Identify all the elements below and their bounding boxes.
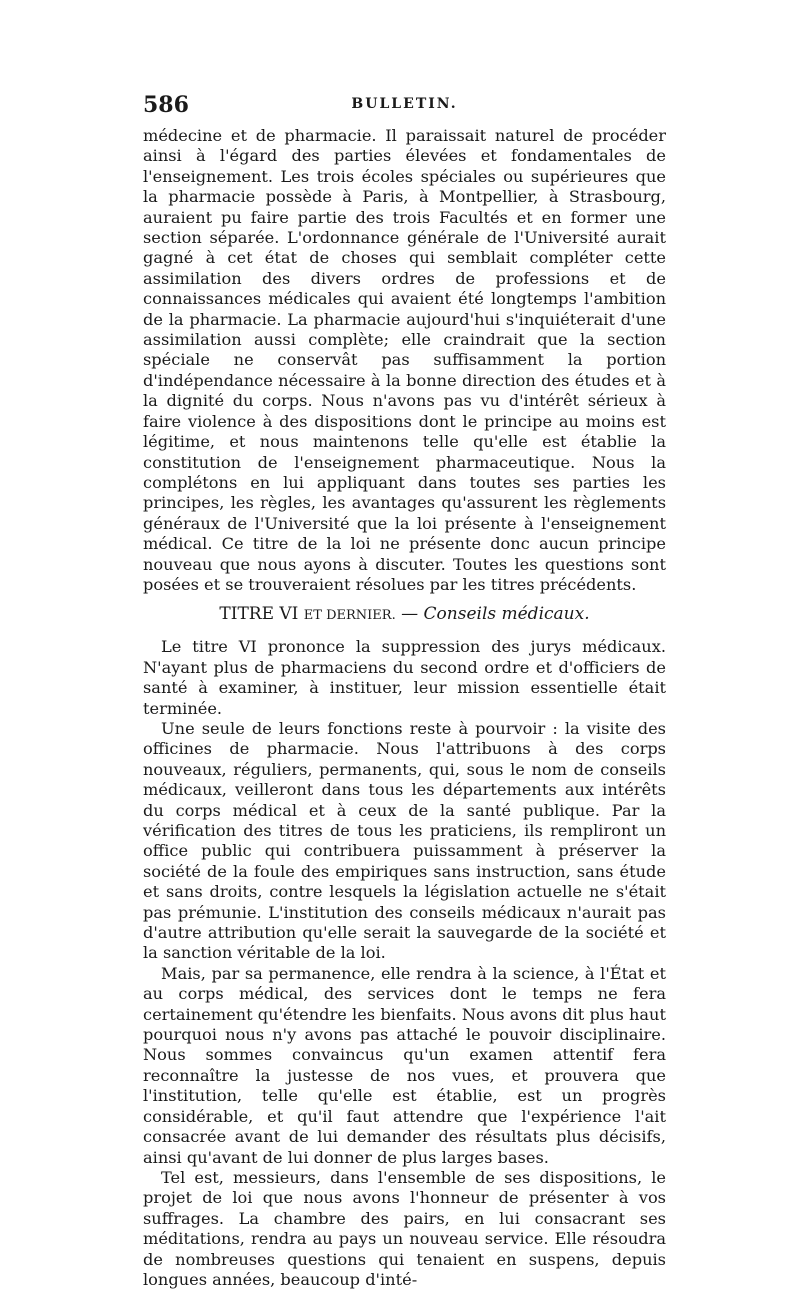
section-title-qualifier: ET DERNIER. (303, 608, 396, 624)
section-title (143, 603, 666, 627)
paragraph: Une seule de leurs fonctions reste à pourvoir : la visite des officines de pharmacie. Nous l'attribuons à des corps nouveaux, réguliers, permanents, qui, sous le nom de conseils médicaux, veilleront dans tous les départements aux intérêts du corps médical et à ceux de la santé publique. Par la vérification des titres de tous les praticiens, ils rempliront un office public qui contribuera puissamment à préserver la société de la foule des empiriques sans instruction, sans étude et sans droits, contre lesquels la législation actuelle ne s'était pas prémunie. L'institution des conseils médicaux n'aurait pas d'autre attribution qu'elle serait la sauvegarde de la société et la sanction véritable de la loi. (143, 718, 666, 963)
paragraph: Tel est, messieurs, dans l'ensemble de ses dispositions, le projet de loi que nous avons l'honneur de présenter à vos suffrages. La chambre des pairs, en lui consacrant ses méditations, rendra au pays un nouveau service. Elle résoudra de nombreuses questions qui tenaient en suspens, depuis longues années, beaucoup d'inté- (143, 1167, 666, 1289)
section-title-number: TITRE VI (219, 604, 299, 625)
section-title-subject: — Conseils médicaux. (395, 604, 590, 625)
paragraph: médecine et de pharmacie. Il paraissait naturel de procéder ainsi à l'égard des parties élevées et fondamentales de l'enseignement. Les trois écoles spéciales ou supérieures que la pharmacie possède à Paris, à Montpellier, à Strasbourg, auraient pu faire partie des trois Facultés et en former une section séparée. L'ordonnance générale de l'Université aurait gagné à cet état de choses qui semblait compléter cette assimilation des divers ordres de professions et de connaissances médicales qui avaient été longtemps l'ambition de la pharmacie. La pharmacie aujourd'hui s'inquiéterait d'une assimilation aussi complète; elle craindrait que la section spéciale ne conservât pas suffisamment la portion d'indépendance nécessaire à la bonne direction des études et à la dignité du corps. Nous n'avons pas vu d'intérêt sérieux à faire violence à des dispositions dont le principe au moins est légitime, et nous maintenons telle qu'elle est établie la constitution de l'enseignement pharmaceutique. Nous la complétons en lui appliquant dans toutes ses parties les principes, les règles, les avantages qu'assurent les règlements généraux de l'Université que la loi présente à l'enseignement médical. Ce titre de la loi ne présente donc aucun principe nouveau que nous ayons à discuter. Toutes les questions sont posées et se trouveraient résolues par les titres précédents. (143, 126, 666, 594)
paragraph: Le titre VI prononce la suppression des jurys médicaux. N'ayant plus de pharmaciens du second ordre et d'officiers de santé à examiner, à instituer, leur mission essentielle était terminée. (143, 637, 666, 718)
page-number: 586 (143, 92, 189, 118)
body-text (143, 126, 666, 1290)
paragraph: Mais, par sa permanence, elle rendra à la science, à l'État et au corps médical, des services dont le temps ne fera certainement qu'étendre les bienfaits. Nous avons dit plus haut pourquoi nous n'y avons pas attaché le pouvoir disciplinaire. Nous sommes convaincus qu'un examen attentif fera reconnaître la justesse de nos vues, et prouvera que l'institution, telle qu'elle est établie, est un progrès considérable, et qu'il faut attendre que l'expérience l'ait consacrée avant de lui demander des résultats plus décisifs, ainsi qu'avant de lui donner de plus larges bases. (143, 963, 666, 1167)
running-head: BULLETIN. (351, 96, 458, 112)
